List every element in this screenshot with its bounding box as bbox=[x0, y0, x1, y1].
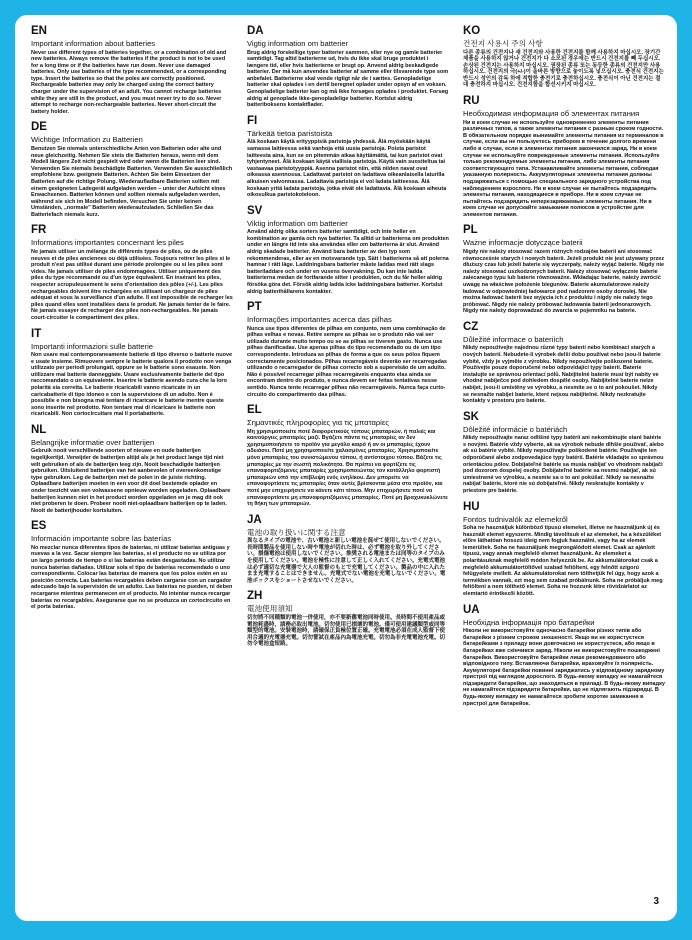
language-code: PT bbox=[247, 301, 262, 314]
section-body: 異なるタイプの電池や、古い電池と新しい電池を混ぜて使用しないでください。長時間製品を使用しない時や電池が切れた時は、必ず電池を取り外してください。損傷電池は使用しないでください。推奨される電池または同等のタイプのみを使用してください。電池を極性に注意して正しく入れてください。充電式電池は必ず適切な充電器で大人の監督のもとで充電してください。製品の中に入れたまま充電することはできません。充電式でない電池を充電しないでください。電池ボックスをショートさせないでください。 bbox=[247, 538, 446, 584]
language-code: NL bbox=[31, 423, 47, 436]
section-heading: Необхідна інформація про батарейки bbox=[463, 617, 595, 627]
section-cz bbox=[463, 321, 665, 405]
section-body: Nikdy nepoužívajte naraz odlišné typy batérií ani nekombinujte staré batérie s novými. Batérie vždy vyberte, ak sa výrobok nebude dlhšie používať, alebo ak sú batérie vybité. Nikdy nepoužívajte poškodené batérie. Používajte len odporúčané alebo zodpovedajúce typy batérií. Batérie vkladajte so správnou orientáciou pólov. Dobíjateľné batérie sa musia nabíjať vo vhodnom nabíjači pod dozorom dospelej osoby. Dobíjateľné batérie sa nesmú nabíjať, ak sú umiestnené vo výrobku, a nesmie sa o to ani pokúšať. Nikdy sa nesnažte nabíjať batérie, ktoré nie sú dobíjateľné. Nikdy neskratujte kontakty v priestore pre batérie. bbox=[463, 435, 664, 494]
column-1 bbox=[31, 25, 233, 905]
section-de bbox=[31, 121, 233, 218]
section-heading: Ważne informacje dotyczące baterii bbox=[463, 238, 583, 248]
section-heading: Important information about batteries bbox=[31, 39, 156, 48]
section-heading: 電池使用須知 bbox=[247, 604, 293, 614]
section-heading: Σημαντικές πληροφορίες για τις μπαταρίες bbox=[247, 418, 389, 428]
section-body: Nikdy nepoužívejte najednou různé typy baterií nebo kombinaci starých a nových baterií. Nebudete-li výrobek delší dobu používat nebo jsou-li baterie vybité, vždy je vyjměte z výrobku. Nikdy nepoužívejte poškozené baterie. Používejte pouze doporučené nebo odpovídající typy baterií. Baterie instalujte se správnou orientací pólů. Nabíjitelné baterie musí být nabity ve vhodné nabíječce pod dohledem dospělé osoby. Nabíjitelné baterie nelze nabíjet, jsou-li umístěny ve výrobku, a nesmíte se o to ani pokoušet. Nikdy se nesnažte nabíjet baterie, které nejsou nabíjitelné. Nikdy nezkratujte kontakty v prostoru pro baterie. bbox=[463, 345, 661, 405]
language-code: CZ bbox=[463, 320, 479, 333]
section-es bbox=[31, 520, 233, 610]
section-body: Non usare mai contemporaneamente batterie di tipo diverso o batterie nuove e usate insieme. Rimuovere sempre le batterie qualora il prodotto non venga utilizzato per periodi prolungati, oppure se le batterie sono esauste. Non utilizzare mai batterie danneggiate. Usare esclusivamente batterie del tipo raccomandato o un equivalente. Inserire le batterie avendo cura che la loro polarità sia corretta. Le batterie ricaricabili vanno ricaricate in un caricabatterie di tipo idoneo e con la supervisione di un adulto. Non è possibile e non bisogna mai tentare di ricaricare le batterie mentre queste sono inserite nel prodotto. Non tentare mai di ricaricare le batterie non ricaricabili. Non cortocircuitare mai il portabatterie. bbox=[31, 352, 233, 418]
section-en bbox=[31, 25, 233, 115]
section-heading: 電池の取り扱いに関する注意 bbox=[247, 527, 346, 537]
section-body: No mezclar nunca diferentes tipos de baterías, ni utilizar baterías antiguas y nuevas a la vez. Sacar siempre las baterías, si el producto no se utiliza por un largo período de tiempo o si las baterías están desgastadas. No utilizar nunca baterías dañadas. Utilizar sola el tipo de baterías recomendado o uno correspondiente. Colocar las baterías de manera que los polos estén en su posición correcta. Las baterías recargables deben cargarse con un cargador adecuado bajo la supervisión de un adulto. Las baterías no pueden, ni deben recargarse mientras permanecen en el producto. No intentar nunca recargar baterías no recargables. Asegurarse que no se produzca un cortocircuito en el porta baterías. bbox=[31, 544, 233, 611]
section-body: Använd aldrig olika sorters batterier samtidigt, och inte heller en kombination av gamla och nya batterier. Ta alltid ur batterierna om produkten under en längre tid inte ska användas eller om batterierna är slut. Använd aldrig skadade batterier. Använd bara batterier av den typ som rekommenderas, eller av en motsvarande typ. Sätt i batterierna så att polerna hamnar i rätt läge. Laddningsbara batterier måste laddas med rätt slags batteriladdare och under en vuxens övervakning. Du kan inte ladda batterierna medan de fortfarande sitter i produkten, och du får heller aldrig försöka göra det. Försök aldrig ladda icke laddningsbara batterier. Kortslut aldrig batterihållarens kontakter. bbox=[247, 229, 449, 295]
language-code: RU bbox=[463, 95, 480, 108]
language-code: PL bbox=[463, 224, 478, 237]
language-code: DA bbox=[247, 25, 264, 37]
section-body: 切勿將不同種類的電池一併使用，亦不要新舊電池同時使用。長時間不使用產品或電池耗盡時，請務必取出電池。切勿使用已損壞的電池。僅可使用建議類型或同等類型的電池。安裝電池時，請確保正負極位置正確。充電電池必須在成人監督下使用合適的充電器充電。切勿嘗試在產品內為電池充電。切勿為非充電電池充電。切勿令電池盒短路。 bbox=[247, 614, 446, 648]
language-code: FI bbox=[247, 114, 258, 127]
language-code: DE bbox=[31, 121, 47, 134]
section-heading: Informações importantes acerca das pilhas bbox=[247, 315, 392, 325]
language-code: IT bbox=[31, 327, 42, 340]
section-body: Ніколи не використовуйте одночасно батарейки різних типів або батарейки з різним строком зношеності. Якщо ви не користуєтеся батарейками з приладу вони довгочасно не користуєтеся, або якщо в батарейках вже скінчився заряд. Ніколи не використовуйте пошкоджені батарейки. Використовуйте батарейки лише рекомендованого або відповідного типу. Вставляючи батарейки, враховуйте їх полярність. Акумуляторні батарейки повинні заряджатись у відповідному зарядному пристрої під наглядом дорослого. В будь-якому випадку не намагайтеся підзарядити батарейки, що знаходяться в приладі. В будь-якому випадку не намагайтеся підзарядити батарейки, що не підлягають підзарядці. В будь-якому випадку не намагайтеся зробити коротке замикання в пристрої для батарейок. bbox=[463, 628, 665, 707]
section-ja bbox=[247, 514, 449, 585]
section-body: Benutzen Sie niemals unterschiedliche Arten von Batterien oder alte und neue gleichzeitig. Nehmen Sie stets die Batterien heraus, wenn mit dem Modell längere Zeit nicht gespielt wird oder wenn die Batterien leer sind. Verwenden Sie niemals beschädigte Batterien. Verwenden Sie ausschließlich empfohlene bzw. geeignete Batterien. Achten Sie beim Einsetzen der Batterien auf die richtige Polung. Wiederaufladbare Batterien sollten mit einem geeigneten Ladegerät aufgeladen werden – unter der Aufsicht eines Erwachsenen. Batterien können und sollten niemals aufgeladen werden, während sie sich im Modell befinden. Versuchen Sie unter keinen Umständen, „normale" Batterien wiederaufzuladen. Schließen Sie das Batteriefach niemals kurz. bbox=[31, 145, 233, 218]
section-el bbox=[247, 404, 449, 508]
column-3 bbox=[463, 25, 665, 905]
section-heading: Dôležité informácie o batériách bbox=[463, 424, 568, 434]
language-code: UA bbox=[463, 603, 480, 616]
section-zh bbox=[247, 590, 449, 647]
column-2 bbox=[247, 25, 449, 905]
section-sv bbox=[247, 205, 449, 295]
section-body: Brug aldrig forskellige typer batterier sammen, eller nye og gamle batterier samtidigt. Tag altid batterierne ud, hvis du ikke skal bruge produktet i længere tid, eller hvis batterierne er brugt op. Anvend aldrig beskadigede batterier. Der må kun anvendes batterier af samme eller tilsvarende type som anbefalet. Batterierne skal vende rigtigt når de i sættes. Genopladelige batterier skal oplades i en dertil beregnet oplader under opsyn af en voksen. Genopladelige batterier kan og må ikke forsøges oplades i produktet. Forsøg aldrig at genoplade ikke-genopladelige batterier. Kortslut aldrig batteriboksens kontaktflader. bbox=[247, 49, 449, 109]
section-da bbox=[247, 25, 449, 109]
section-ko bbox=[463, 25, 665, 89]
instruction-page bbox=[15, 15, 677, 921]
section-body: Nunca use tipos diferentes de pilhas em conjunto, nem uma combinação de pilhas velhas e novas. Retire sempre as pilhas se o produto não vai ser utilizado durante muito tempo ou se as pilhas se tiverem gasto. Nunca use pilhas danificadas. Use apenas pilhas do tipo recomendado ou de um tipo correspondente. Introduza as pilhas de forma a que os seus pólos fiquem correctamente posicionados. Pilhas recarregáveis deverão ser recarregadas utilizando o recarregador de pilhas correcto sob a supervisão de um adulto. Não é possível recarregar pilhas recarregáveis enquanto elas ainda se encontram dentro do produto, e nunca devem ser feitas tentativas nesse sentido. Nunca tente recarregar pilhas não recarregáveis. Nunca faça curto-circuito do compartimento das pilhas. bbox=[247, 325, 447, 398]
language-code: ZH bbox=[247, 590, 263, 603]
section-heading: Informations importantes concernant les piles bbox=[31, 238, 184, 248]
language-code: KO bbox=[463, 25, 481, 37]
page-number: 3 bbox=[653, 896, 659, 907]
section-sk bbox=[463, 411, 665, 495]
section-ru bbox=[463, 95, 665, 218]
section-nl bbox=[31, 424, 233, 514]
section-heading: Tärkeää tietoa paristoista bbox=[247, 128, 333, 138]
language-code: JA bbox=[247, 513, 262, 526]
section-it bbox=[31, 328, 233, 418]
section-body: 다른 종류의 건전지나 새 건전지와 사용한 건전지를 함께 사용하지 마십시오. 장기간 제품을 사용하지 않거나 건전지가 다 소모된 경우에는 반드시 건전지를 빼 두십시오. 손상된 건전지는 사용하지 마십시오. 권장된 종류 또는 동등한 종류의 건전지만 사용하십시오. 건전지의 극(+/-)이 올바른 방향으로 놓이도록 넣으십시오. 충전식 건전지는 반드시 성인의 감독 하에 적합한 충전기로 충전하십시오. 충전식이 아닌 건전지는 절대 충전하지 마십시오. 건전지함을 합선시키지 마십시오. bbox=[463, 49, 664, 89]
section-body: Älä koskaan käytä erityyppisiä paristoja yhdessä. Älä myöskään käytä samassa laitteessa sekä vanhoja että uusia paristoja. Poista paristot laitteesta aina, kun se on pitemmän aikaa käyttämättä, tai kun paristot ovat tyhjentyneet. Älä koskaan käytä viallisia paristoja. Käytä vain suositeltua tai vastaavaa paristotyyppiä. Asenna paristot niin, että niiden navat ovat oikeassa asennossa. Ladattavat paristot on ladattava oikeanlaisella laturilla aikuisen valvonnassa. Ladattavia paristoja ei voi ladata laitteessa. Älä koskaan yritä ladata paristoja, jotka eivät ole ladattavia. Älä koskaan aiheuta oikosulkua paristokoteloon. bbox=[247, 139, 447, 199]
section-hu bbox=[463, 501, 665, 598]
language-code: ES bbox=[31, 520, 47, 533]
section-body: Ne jamais utiliser un mélange de différents types de piles, ou de piles neuves et de piles anciennes ou déjà utilisées. Toujours retirer les piles si le produit n'est pas utilisé durant une période prolongée ou si les piles sont vides. Ne jamais utiliser de piles endommagées. Utiliser uniquement des piles du type recommandé ou d'un type équivalent. En insérant les piles, respecter scrupuleusement le sens d'orientation des pôles (+/-). Les piles rechargeables doivent être rechargées en utilisant un chargeur de piles adéquat et sous la surveillance d'un adulte. Il est impossible de recharger les piles quand elles sont installées dans le produit. Ne jamais tenter de le faire. Ne jamais essayer de recharger des piles non-rechargeables. Ne jamais court-circuiter le compartiment des piles. bbox=[31, 248, 233, 321]
language-code: HU bbox=[463, 500, 480, 513]
section-heading: Vigtig information om batterier bbox=[247, 39, 349, 48]
language-code: EL bbox=[247, 404, 262, 417]
section-pl bbox=[463, 224, 665, 314]
section-ua bbox=[463, 604, 665, 708]
section-heading: Необходимая информация об элементах питания bbox=[463, 109, 640, 119]
language-code: FR bbox=[31, 224, 47, 237]
language-code: SV bbox=[247, 204, 263, 217]
section-heading: Důležité informace o bateriích bbox=[463, 334, 564, 344]
section-heading: Importanti informazioni sulle batterie bbox=[31, 341, 153, 351]
section-body: Gebruik nooit verschillende soorten of nieuwe en oude batterijen tegelijkertijd. Verwijder de batterijen altijd als je het product lange tijd niet wilt gebruiken of als de batterijen leeg zijn. Nooit beschadigde batterijen gebruiken. Uitsluitend batterijen van het aanbevolen of overeenkomstige type gebruiken. Leg de batterijen met de polen in de juiste richting. Oplaadbare batterijen moeten in een voor dit doel bestemde oplader en onder toezicht van een volwassene opnieuw worden opgeladen. Oplaadbare batterijen kunnen niet in het product worden opgeladen en je mag dit ook niet proberen te doen. Probeer nooit niet-oplaadbare batterijen op te laden. Nooit de batterijhouder kortsluiten. bbox=[31, 448, 231, 514]
section-body: Ни в коем случае не используйте одновременно элементы питания различных типов, а также элементы питания с разным сроком годности. В обязательном порядке вынимайте элементы питания из терминалов в случае, если вы не пользуетесь прибором в течение долгого времени либо в случае, если в элементах питания закончился заряд. Ни в коем случае не используйте поврежденные элементы питания. Используйте только рекомендуемые элементы питания, либо элементы питания соответствующего типа. Устанавливайте элементы питания, соблюдая указанную полярность. Аккумуляторные элементы питания должны подзаряжаться с помощью специального зарядного устройства под наблюдением взрослого. Ни в коем случае не пытайтесь подзарядить элементы питания, находящиеся в приборе. Ни в коем случае не пытайтесь подзарядить неперезаряжаемые элементы питания. Ни в коем случае не допускайте замыкания полюсов в устройстве для элементов питания. bbox=[463, 119, 664, 218]
section-heading: Belangrijke informatie over batterijen bbox=[31, 437, 155, 447]
section-heading: Fontos tudnivalók az elemekről bbox=[463, 514, 568, 524]
language-code: SK bbox=[463, 410, 479, 423]
section-fr bbox=[31, 224, 233, 321]
language-code: EN bbox=[31, 25, 47, 37]
section-body: Soha ne használjuk különböző típusú elemeket, illetve ne használjunk új és használt elemet egyszerre. Mindig távolítsuk el az elemeket, ha a készüléket előre láthatóan hosszú ideig nem fogjuk használni, vagy ha az elemek lemerültek. Soha ne használjunk megrongálódott elemet. Csak az ajánlott típusú, vagy annak megfelelő elemet használjunk. Az elemeket a polaritásuknak megfelelő módon helyezzük be. Az akkumulátorokat csak a megfelelő akkumulátortöltővel szabad feltölteni, egy felnőtt szigorú felügyelete mellett. Az akkumulátorokat nem tölthetjük fel úgy, hogy azok a termékben vannak, ezt meg sem szabad próbálnunk. Soha ne próbáljuk meg feltölteni a nem tölthető elemet. Soha ne hozzunk létre rövidzárlatot az elemtartó érintkezői között. bbox=[463, 525, 663, 598]
section-pt bbox=[247, 301, 449, 398]
section-body: Never use different types of batteries together, or a combination of old and new batteries. Always remove the batteries if the product is not to be used for a long time or if the batteries have run down. Never use damaged batteries. Only use batteries of the type recommended, or a corresponding type. Insert the batteries so that the poles are correctly positioned. Rechargeable batteries may only be charged using the correct battery charger under the supervision of an adult. You cannot recharge batteries while they are still in the product, and you must never try to do so. Never attempt to recharge non-rechargeable batteries. Never short-circuit the battery holder. bbox=[31, 49, 227, 115]
section-heading: Información importante sobre las baterías bbox=[31, 534, 172, 544]
columns bbox=[31, 25, 665, 905]
section-body: Μη χρησιμοποιείτε ποτέ διαφορετικούς τύπους μπαταριών, ή παλιές και καινούργιες μπαταρίες μαζί. Βγάζετε πάντα τις μπαταρίες αν δεν χρησιμοποιήσετε το προϊόν για μεγάλο καιρό ή αν οι μπαταρίες έχουν αδειάσει. Ποτέ μη χρησιμοποιείτε χαλασμένες μπαταρίες. Χρησιμοποιείτε μόνο μπαταρίες του συνιστώμενου τύπου, ή αντίστοιχου τύπου. Βάζετε τις μπαταρίες με την σωστή πολικότητα. Θα πρέπει να φορτίζετε τις επαναφορτιζόμενες μπαταρίες χρησιμοποιώντας τον κατάλληλο φορτιστή μπαταριών υπό την επίβλεψη ενός ενηλίκου. Δεν μπορείτε να επαναφορτίσετε τις μπαταρίες όταν αυτές βρίσκονται μέσα στο προϊόν, και ποτέ μην επιχειρήσετε να κάνετε κάτι τέτοιο. Μην επιχειρήσετε ποτέ να επαναφορτίσετε μη επαναφορτιζόμενες μπαταρίες. Ποτέ μη βραχυκυκλώνετε τη θήκη των μπαταριών. bbox=[247, 428, 448, 508]
section-body: Nigdy nie należy stosować razem różnych rodzajów baterii ani stosować równocześnie starych i nowych baterii. Jeżeli produkt nie jest używany przez dłuższy czas lub jeżeli baterie się wyczerpały, należy wyjąć baterie. Nigdy nie należy stosować uszkodzonych baterii. Należy stosować wyłącznie baterie zalecanego typu lub baterie równoważne. Wkładając baterie, należy zwrócić uwagę na właściwe położenie biegunów. Baterie akumulatorowe należy ładować w odpowiedniej ładowarce pod nadzorem osoby dorosłej. Nie można ładować baterii bez wyjęcia ich z produktu i nigdy nie należy tego próbować. Nigdy nie należy próbować ładowania baterii jednorazowych. Nigdy nie należy doprowadzać do zwarcia w pojemniku na baterie. bbox=[463, 248, 665, 315]
section-heading: Wichtige Information zu Batterien bbox=[31, 135, 143, 145]
section-heading: Viktig information om batterier bbox=[247, 218, 348, 228]
section-heading: 건전지 사용시 주의 사항 bbox=[463, 39, 543, 48]
section-fi bbox=[247, 115, 449, 199]
